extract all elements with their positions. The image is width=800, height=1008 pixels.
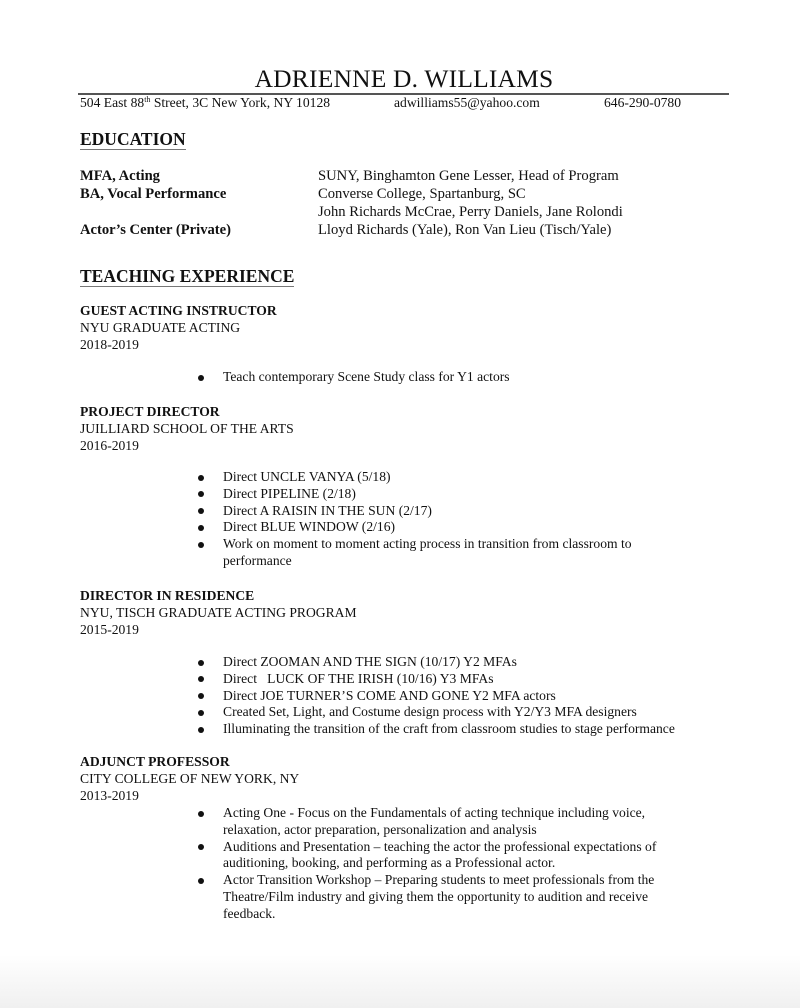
job-dates: 2018-2019 [80, 337, 139, 352]
bullet-item [198, 469, 678, 486]
address-street-number: 504 East 88 [80, 95, 145, 110]
job-dates: 2013-2019 [80, 788, 139, 803]
job-title: GUEST ACTING INSTRUCTOR [80, 303, 277, 318]
education-heading: EDUCATION [80, 129, 186, 149]
bullet-item [198, 486, 678, 503]
bullet-text: Created Set, Light, and Costume design process with Y2/Y3 MFA designers [223, 704, 637, 720]
teaching-experience-heading: TEACHING EXPERIENCE [80, 266, 295, 286]
job-organization: JUILLIARD SCHOOL OF THE ARTS [80, 421, 294, 436]
bullet-icon [198, 811, 204, 817]
bullet-icon [198, 727, 204, 733]
job-bullets [198, 369, 698, 386]
bullet-item [198, 671, 758, 688]
candidate-name: ADRIENNE D. WILLIAMS [254, 64, 554, 93]
bullet-item [198, 704, 758, 721]
bullet-item [198, 536, 678, 570]
contact-phone: 646-290-0780 [604, 95, 682, 110]
job-dates: 2015-2019 [80, 622, 139, 637]
bullet-text: Actor Transition Workshop – Preparing students to meet professionals from the Theatre/Film industry and giving them the opportunity to audition and receive feedback. [223, 872, 655, 921]
job-entry [80, 587, 357, 638]
bullet-icon [198, 525, 204, 531]
bullet-text: Teach contemporary Scene Study class for Y1 actors [223, 369, 510, 384]
bullet-icon [198, 693, 204, 699]
bullet-icon [198, 844, 204, 850]
bullet-item [198, 519, 678, 536]
bullet-item [198, 688, 758, 705]
bullet-text: Direct ZOOMAN AND THE SIGN (10/17) Y2 MFAs [223, 654, 517, 669]
bullet-text: Auditions and Presentation – teaching the actor the professional expectations of auditioning, booking, and performing as a Professional actor. [223, 838, 657, 871]
job-title: ADJUNCT PROFESSOR [80, 754, 230, 769]
bullet-icon [198, 710, 204, 716]
job-entry [80, 753, 299, 804]
bullet-text: Direct UNCLE VANYA (5/18) [223, 469, 391, 484]
bullet-icon [198, 491, 204, 497]
education-detail: Lloyd Richards (Yale), Ron Van Lieu (Tisch/Yale) [318, 222, 612, 238]
job-dates: 2016-2019 [80, 438, 139, 453]
contact-email: adwilliams55@yahoo.com [394, 95, 540, 110]
bullet-icon [198, 375, 204, 381]
job-bullets [198, 805, 698, 923]
bullet-icon [198, 508, 204, 514]
job-title: PROJECT DIRECTOR [80, 404, 220, 419]
job-bullets [198, 654, 758, 738]
job-bullets [198, 469, 678, 570]
education-detail: John Richards McCrae, Perry Daniels, Jane Rolondi [318, 204, 623, 220]
bullet-text: Illuminating the transition of the craft from classroom studies to stage performance [223, 721, 675, 737]
contact-address [80, 95, 330, 111]
bullet-item [198, 503, 678, 520]
education-detail: SUNY, Binghamton Gene Lesser, Head of Program [318, 168, 619, 184]
bullet-text: Direct JOE TURNER’S COME AND GONE Y2 MFA actors [223, 687, 556, 703]
bullet-icon [198, 475, 204, 481]
bullet-item [198, 654, 758, 671]
job-title: DIRECTOR IN RESIDENCE [80, 588, 255, 603]
education-degree: Actor’s Center (Private) [80, 222, 231, 238]
address-ordinal-suffix: th [144, 95, 151, 104]
bullet-text: Direct BLUE WINDOW (2/16) [223, 519, 396, 535]
bullet-text: Direct LUCK OF THE IRISH (10/16) Y3 MFAs [223, 670, 494, 686]
job-organization: NYU, TISCH GRADUATE ACTING PROGRAM [80, 605, 357, 620]
bullet-icon [198, 676, 204, 682]
education-detail: Converse College, Spartanburg, SC [318, 186, 526, 202]
bullet-item [198, 839, 698, 873]
job-entry [80, 403, 294, 454]
job-organization: NYU GRADUATE ACTING [80, 320, 241, 335]
bullet-item [198, 721, 758, 738]
bullet-icon [198, 660, 204, 666]
address-rest: Street, 3C New York, NY 10128 [150, 95, 331, 110]
bullet-text: Direct A RAISIN IN THE SUN (2/17) [223, 502, 432, 518]
bullet-text: Work on moment to moment acting process in transition from classroom to performance [223, 536, 632, 568]
bullet-item [198, 872, 698, 922]
bullet-icon [198, 542, 204, 548]
bullet-icon [198, 878, 204, 884]
education-degree: BA, Vocal Performance [80, 186, 227, 202]
bullet-item [198, 805, 698, 839]
job-organization: CITY COLLEGE OF NEW YORK, NY [80, 771, 300, 786]
bullet-text: Direct PIPELINE (2/18) [223, 485, 356, 501]
education-degree: MFA, Acting [80, 168, 160, 184]
job-entry [80, 302, 277, 353]
bullet-text: Acting One - Focus on the Fundamentals of acting technique including voice, relaxation, actor preparation, personalization and analysis [223, 805, 646, 837]
bullet-item [198, 369, 698, 386]
